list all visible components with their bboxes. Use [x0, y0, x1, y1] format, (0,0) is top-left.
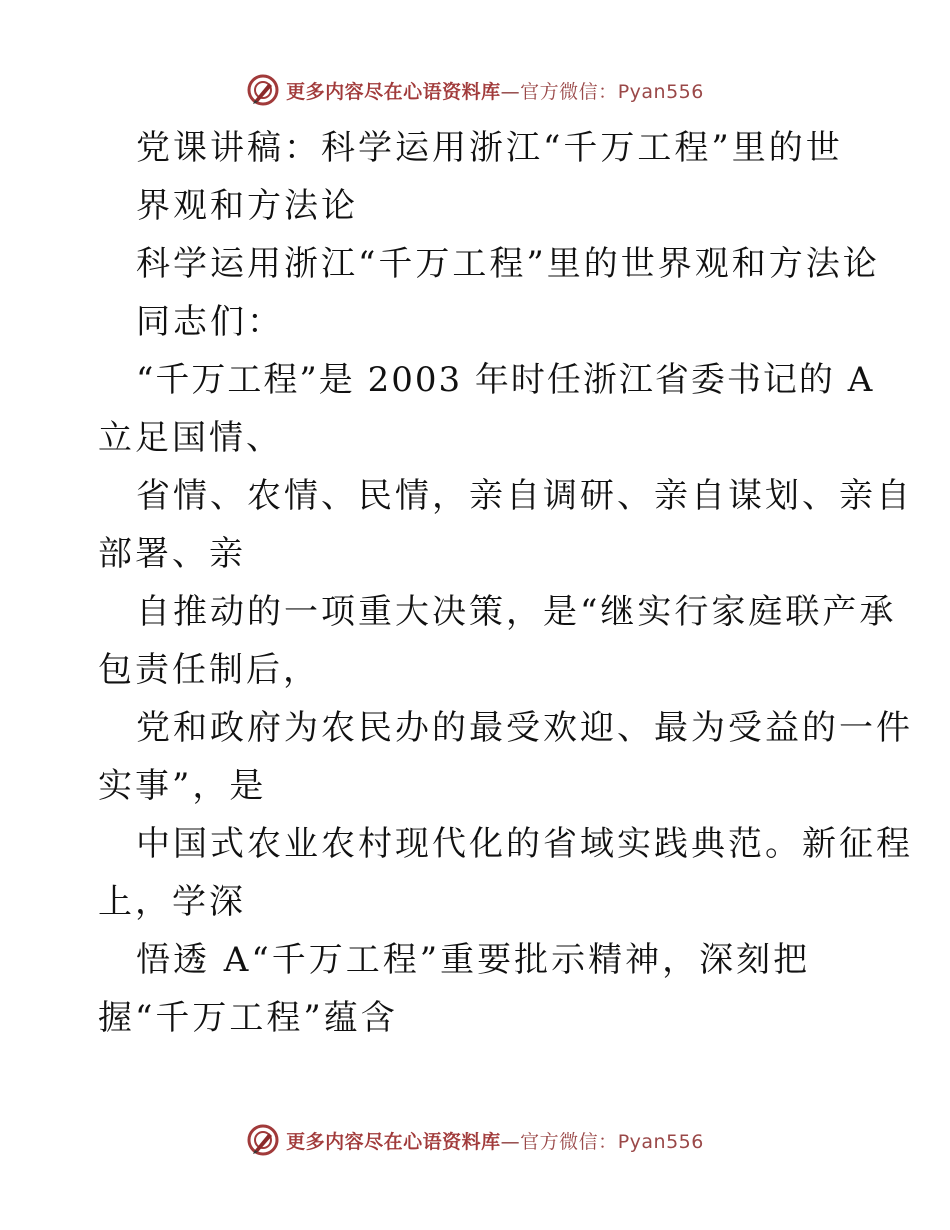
body-line-6: 包责任制后， [98, 650, 320, 690]
banner-separator: — [500, 1130, 521, 1153]
body-line-12: 握“千万工程”蕴含 [98, 998, 398, 1038]
pen-logo-icon [246, 73, 280, 107]
body-line-4: 部署、亲 [98, 534, 246, 574]
footer-banner [0, 1120, 950, 1160]
banner-wechat-id: Pyan556 [617, 80, 704, 103]
banner-text [286, 77, 704, 104]
salutation-line: 同志们： [136, 302, 284, 342]
body-line-8: 实事”，是 [98, 766, 267, 806]
subtitle-line: 科学运用浙江“千万工程”里的世界观和方法论 [136, 244, 880, 284]
banner-wechat-label: 官方微信： [520, 80, 618, 103]
banner-text [286, 1127, 704, 1154]
banner-wechat-label: 官方微信： [520, 1130, 618, 1153]
pen-logo-icon [246, 1123, 280, 1157]
banner-brand: 更多内容尽在心语资料库 [286, 1130, 501, 1153]
title-line-1: 党课讲稿：科学运用浙江“千万工程”里的世 [136, 128, 843, 168]
body-line-3: 省情、农情、民情，亲自调研、亲自谋划、亲自 [136, 476, 913, 516]
body-line-2: 立足国情、 [98, 418, 283, 458]
body-line-10: 上，学深 [98, 882, 246, 922]
body-line-1: “千万工程”是 2003 年时任浙江省委书记的 A [136, 360, 875, 400]
banner-wechat-id: Pyan556 [617, 1130, 704, 1153]
banner-brand: 更多内容尽在心语资料库 [286, 80, 501, 103]
body-line-5: 自推动的一项重大决策，是“继实行家庭联产承 [136, 592, 897, 632]
header-banner [0, 70, 950, 110]
title-line-2: 界观和方法论 [136, 186, 358, 226]
body-line-11: 悟透 A“千万工程”重要批示精神，深刻把 [136, 940, 811, 980]
body-line-9: 中国式农业农村现代化的省域实践典范。新征程 [136, 824, 913, 864]
body-line-7: 党和政府为农民办的最受欢迎、最为受益的一件 [136, 708, 913, 748]
banner-separator: — [500, 80, 521, 103]
